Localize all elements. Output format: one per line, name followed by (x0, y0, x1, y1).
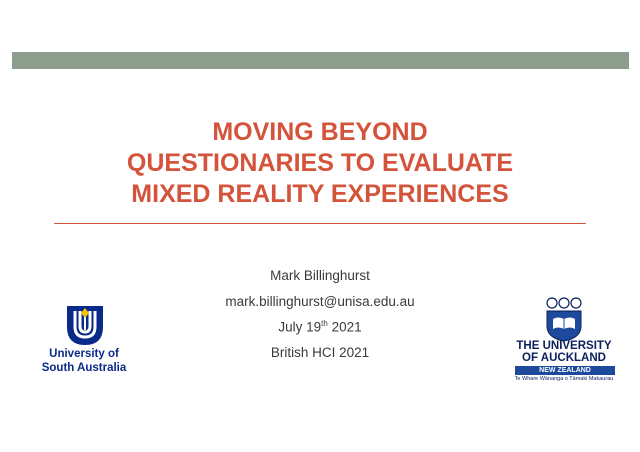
date-year: 2021 (327, 319, 362, 335)
uoa-line-2: OF AUCKLAND (522, 352, 606, 364)
uoa-maori-tagline: Te Whare Wānanga o Tāmaki Makaurau (514, 376, 614, 382)
title-line-3: MIXED REALITY EXPERIENCES (131, 180, 509, 208)
unisa-wordmark (28, 347, 140, 375)
date-month-day: July 19 (278, 319, 322, 335)
uoa-crest-icon (542, 296, 586, 342)
author-name: Mark Billinghurst (270, 268, 370, 283)
date-ordinal: th (321, 319, 328, 328)
slide-title (0, 117, 640, 210)
header-bar (12, 52, 629, 69)
uoa-line-1: THE UNIVERSITY (516, 340, 612, 352)
presentation-date (180, 319, 460, 335)
unisa-line-2: South Australia (41, 362, 127, 374)
title-line-2: QUESTIONARIES TO EVALUATE (126, 149, 514, 177)
uoa-nz-banner: NEW ZEALAND (515, 366, 615, 375)
title-line-1: MOVING BEYOND (212, 118, 428, 146)
unisa-line-1: University of (49, 348, 119, 360)
event-name: British HCI 2021 (270, 345, 370, 360)
title-divider (54, 223, 586, 224)
author-email: mark.billinghurst@unisa.edu.au (225, 294, 415, 309)
uoa-wordmark (512, 340, 616, 364)
